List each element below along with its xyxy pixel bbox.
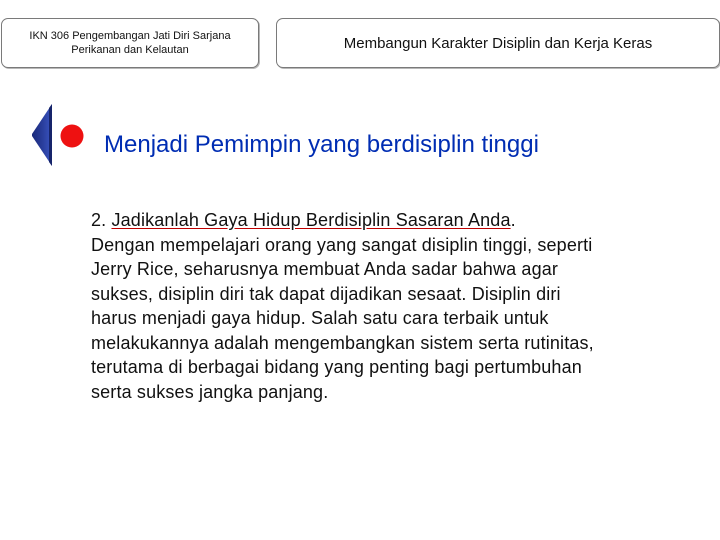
slide-body xyxy=(91,208,681,404)
blue-bar-red-dot-logo-icon xyxy=(32,104,92,166)
paragraph-line: Dengan mempelajari orang yang sangat disiplin tinggi, seperti xyxy=(91,234,593,255)
paragraph-line: Jerry Rice, seharusnya membuat Anda sadar bahwa agar xyxy=(91,259,559,279)
point-heading-end: . xyxy=(510,210,516,230)
topic-title: Membangun Karakter Disiplin dan Kerja Keras xyxy=(343,34,653,52)
course-title-line-1: IKN 306 Pengembangan Jati Diri Sarjana xyxy=(29,30,231,42)
course-title-line-2: Perikanan dan Kelautan xyxy=(71,44,189,56)
logo-dot xyxy=(61,125,84,148)
point-heading-text: Jadikanlah Gaya Hidup Berdisiplin Sasaran Anda xyxy=(111,210,511,230)
paragraph-line: serta sukses jangka panjang. xyxy=(91,381,329,402)
paragraph-line: melakukannya adalah mengembangkan sistem serta rutinitas, xyxy=(91,332,594,353)
point-paragraph xyxy=(91,233,681,405)
point-number: 2. xyxy=(91,210,107,230)
slide-title: Menjadi Pemimpin yang berdisiplin tinggi xyxy=(104,131,539,158)
paragraph-line: terutama di berbagai bidang yang penting bagi pertumbuhan xyxy=(91,357,582,377)
paragraph-line: sukses, disiplin diri tak dapat dijadikan sesaat. Disiplin diri xyxy=(91,283,561,304)
course-title-box xyxy=(1,18,259,68)
paragraph-line: harus menjadi gaya hidup. Salah satu cara terbaik untuk xyxy=(91,308,549,328)
topic-title-box xyxy=(276,18,720,68)
point-heading xyxy=(91,208,681,233)
